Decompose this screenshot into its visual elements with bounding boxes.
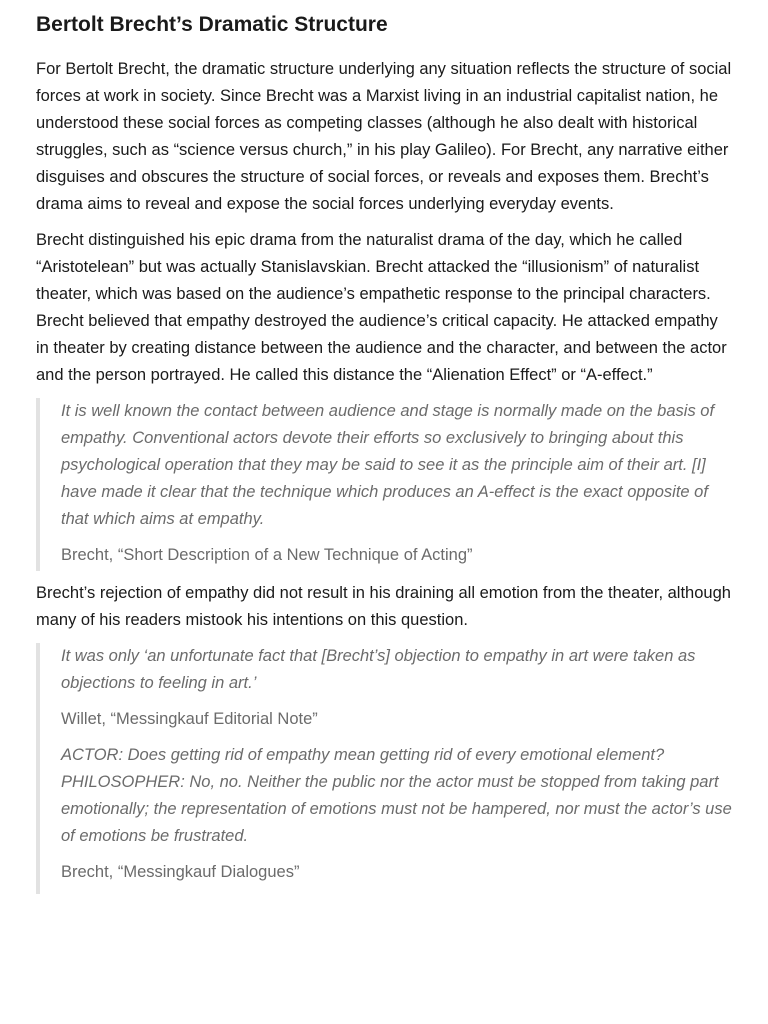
dialogue-quote — [61, 742, 732, 850]
quote-citation: Brecht, “Messingkauf Dialogues” — [61, 863, 300, 881]
quote-text: It was only ‘an unfortunate fact that [Brecht’s] objection to empathy in art were taken as objections to feeling in art.’ — [61, 647, 696, 692]
paragraph-empathy: Brecht’s rejection of empathy did not result in his draining all emotion from the theater, although many of his readers mistook his intentions on this question. — [36, 584, 731, 629]
quote-citation: Willet, “Messingkauf Editorial Note” — [61, 710, 318, 728]
paragraph-naturalism: Brecht distinguished his epic drama from the naturalist drama of the day, which he called “Aristotelean” but was actually Stanislavskian. Brecht attacked the “illusionism” of naturalist theater, which was based on the audience’s empathetic response to the principal characters. Brecht believed that empathy destroyed the audience’s critical capacity. He attacked empathy in theater by creating distance between the audience and the character, and between the actor and the person portrayed. He called this distance the “Alienation Effect” or “A-effect.” — [36, 231, 727, 384]
quote-citation: Brecht, “Short Description of a New Technique of Acting” — [61, 546, 473, 564]
quote-text: It is well known the contact between audience and stage is normally made on the basis of empathy. Conventional actors devote their efforts so exclusively to bringing about this psychological operation that they may be said to see it as the principle aim of their art. [I] have made it clear that the technique which produces an A-effect is the exact opposite of that which aims at empathy. — [61, 402, 715, 528]
dialogue-line-philosopher: PHILOSOPHER: No, no. Neither the public nor the actor must be stopped from taking part emotionally; the representation of emotions must not be hampered, nor must the actor’s use of emotions be frustrated. — [61, 773, 732, 845]
dialogue-line-actor: ACTOR: Does getting rid of empathy mean getting rid of every emotional element? — [61, 746, 665, 764]
paragraph-intro: For Bertolt Brecht, the dramatic structure underlying any situation reflects the structure of social forces at work in society. Since Brecht was a Marxist living in an industrial capitalist nation, he understood these social forces as competing classes (although he also dealt with historical struggles, such as “science versus church,” in his play Galileo). For Brecht, any narrative either disguises and obscures the structure of social forces, or reveals and exposes them. Brecht’s drama aims to reveal and expose the social forces underlying everyday events. — [36, 60, 732, 213]
blockquote-messingkauf — [36, 643, 732, 894]
blockquote-a-effect — [36, 398, 732, 571]
page-title: Bertolt Brecht’s Dramatic Structure — [36, 13, 388, 36]
